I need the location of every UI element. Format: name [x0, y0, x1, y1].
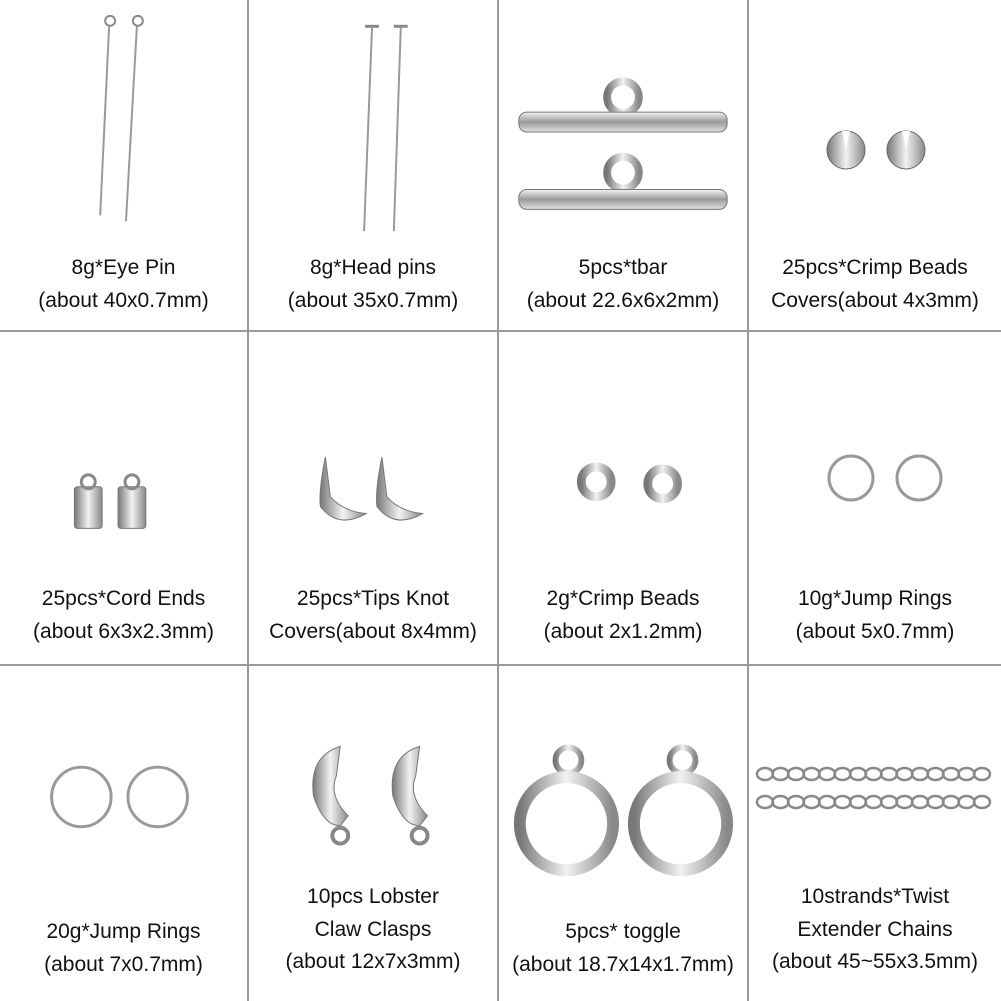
chain-link [773, 768, 789, 780]
item-crimp-cover [749, 0, 1001, 332]
chain-link [804, 796, 820, 808]
item-label: 10pcs Lobster Claw Clasps (about 12x7x3mm) [285, 885, 461, 973]
item-lobster-clasp [249, 666, 499, 1001]
chain-link [835, 796, 851, 808]
cord-end-icon [0, 332, 247, 582]
item-label: 8g*Head pins (about 35x0.7mm) [287, 256, 459, 312]
item-label: 25pcs*Crimp Beads Covers(about 4x3mm) [771, 256, 979, 312]
chain-link [788, 796, 804, 808]
item-knot-cover [249, 332, 499, 666]
crimp-bead-icon [499, 332, 747, 582]
chain-link [943, 796, 959, 808]
extender-chain-icon [749, 666, 1001, 916]
toggle-icon [499, 666, 747, 916]
knot-cover-icon [249, 332, 497, 582]
item-label: 10g*Jump Rings (about 5x0.7mm) [795, 587, 955, 643]
item-label: 20g*Jump Rings (about 7x0.7mm) [44, 920, 203, 976]
item-crimp-bead [499, 332, 749, 666]
chain-link [757, 768, 773, 780]
chain-link [912, 796, 928, 808]
jump-ring-small-icon [749, 332, 1001, 582]
chain-link [850, 768, 866, 780]
chain-link [912, 768, 928, 780]
chain-link [819, 768, 835, 780]
item-label: 8g*Eye Pin (about 40x0.7mm) [38, 256, 209, 312]
chain-link [959, 768, 975, 780]
item-jump-ring-large [0, 666, 249, 1001]
item-label: 5pcs*tbar (about 22.6x6x2mm) [526, 256, 720, 312]
tbar-icon [499, 0, 747, 250]
chain-link [974, 796, 990, 808]
item-label: 25pcs*Tips Knot Covers(about 8x4mm) [269, 587, 477, 643]
item-toggle [499, 666, 749, 1001]
chain-link [850, 796, 866, 808]
chain-link [881, 768, 897, 780]
item-cord-end [0, 332, 249, 666]
item-label: 2g*Crimp Beads (about 2x1.2mm) [543, 587, 703, 643]
eye-pin-icon [0, 0, 247, 250]
chain-link [819, 796, 835, 808]
item-extender-chain [749, 666, 1001, 1001]
chain-link [788, 768, 804, 780]
chain-link [757, 796, 773, 808]
chain-link [881, 796, 897, 808]
lobster-clasp-icon [249, 666, 497, 916]
chain-link [974, 768, 990, 780]
chain-link [773, 796, 789, 808]
chain-link [943, 768, 959, 780]
item-label: 10strands*Twist Extender Chains (about 45~55x3.5mm) [771, 885, 979, 973]
chain-link [959, 796, 975, 808]
item-head-pin [249, 0, 499, 332]
chain-link [866, 796, 882, 808]
chain-link [897, 796, 913, 808]
head-pin-icon [249, 0, 497, 250]
chain-link [928, 796, 944, 808]
chain-link [866, 768, 882, 780]
item-eye-pin [0, 0, 249, 332]
chain-link [835, 768, 851, 780]
item-label: 25pcs*Cord Ends (about 6x3x2.3mm) [33, 587, 214, 643]
crimp-cover-icon [749, 0, 1001, 250]
chain-link [804, 768, 820, 780]
item-jump-ring-small [749, 332, 1001, 666]
item-tbar [499, 0, 749, 332]
chain-link [897, 768, 913, 780]
jump-ring-large-icon [0, 666, 247, 916]
item-label: 5pcs* toggle (about 18.7x14x1.7mm) [512, 920, 734, 976]
chain-link [928, 768, 944, 780]
